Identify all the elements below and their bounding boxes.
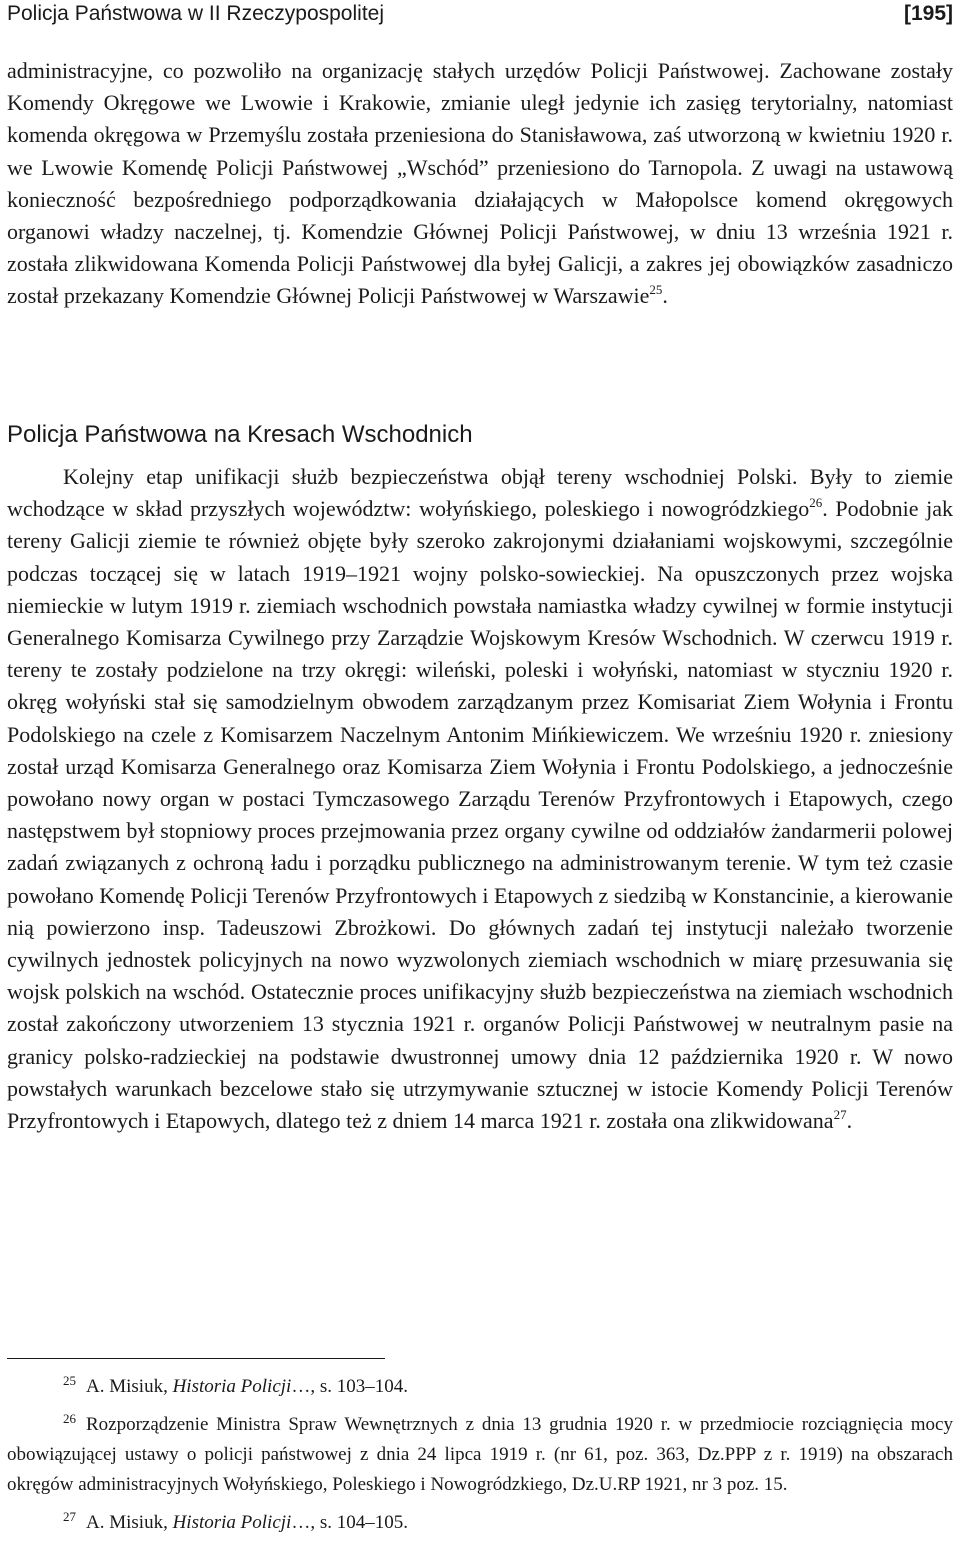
footnote-title: Historia Policji: [172, 1512, 292, 1533]
footnote-text: …, s. 103–104.: [291, 1376, 408, 1397]
footnote-text: A. Misiuk,: [86, 1512, 173, 1533]
book-title: Policja Państwowa w II Rzeczypospolitej: [7, 2, 384, 25]
paragraph-2-text-a: Kolejny etap unifikacji służb bezpieczeństwa objął tereny wschodniej Polski. Były to ziemie wchodzące w skład przyszłych województw: wołyńskiego, poleskiego i nowogródzkiego: [7, 464, 953, 522]
footnote-number: 25: [63, 1373, 76, 1388]
paragraph-2-end: .: [846, 1108, 853, 1134]
footnote-ref-26[interactable]: 26: [809, 495, 823, 511]
footnote-27: [7, 1508, 953, 1538]
footnote-text: Rozporządzenie Ministra Spraw Wewnętrznych z dnia 13 grudnia 1920 r. w przedmiocie rozciągnięcia mocy obowiązującej ustawy o policji państwowej z dnia 24 lipca 1919 r. (nr 61, poz. 363, Dz.PPP z r. 1919) na obszarach okręgów administracyjnych Wołyńskiego, Poleskiego i Nowogródzkiego, Dz.U.RP 1921, nr 3 poz. 15.: [7, 1414, 953, 1495]
document-page: [7, 0, 953, 1568]
footnote-text: A. Misiuk,: [86, 1376, 173, 1397]
footnote-divider: [7, 1358, 385, 1359]
footnote-26: [7, 1410, 953, 1500]
section-heading: Policja Państwowa na Kresach Wschodnich: [7, 421, 473, 448]
paragraph-2: [7, 461, 953, 1137]
paragraph-1: [7, 55, 953, 313]
footnote-title: Historia Policji: [172, 1376, 292, 1397]
footnote-25: [7, 1372, 953, 1402]
footnote-text: …, s. 104–105.: [291, 1512, 408, 1533]
running-header: [7, 0, 953, 28]
paragraph-1-text: administracyjne, co pozwoliło na organizację stałych urzędów Policji Państwowej. Zachowane zostały Komendy Okręgowe we Lwowie i Krakowie, zmianie uległ jedynie ich zasięg terytorialny, natomiast komenda okręgowa w Przemyślu została przeniesiona do Stanisławowa, zaś utworzoną w kwietniu 1920 r. we Lwowie Komendę Policji Państwowej „Wschód” przeniesiono do Tarnopola. Z uwagi na ustawową konieczność bezpośredniego podporządkowania działających w Małopolsce komend okręgowych organowi władzy naczelnej, tj. Komendzie Głównej Policji Państwowej, w dniu 13 września 1921 r. została zlikwidowana Komenda Policji Państwowej dla byłej Galicji, a zakres jej obowiązków zasadniczo został przekazany Komendzie Głównej Policji Państwowej w Warszawie: [7, 58, 953, 309]
page-number: [195]: [903, 2, 953, 25]
footnote-number: 27: [63, 1509, 76, 1524]
footnote-ref-25[interactable]: 25: [649, 282, 663, 298]
paragraph-1-end: .: [662, 283, 668, 309]
paragraph-2-text-b: . Podobnie jak tereny Galicji ziemie te również objęte były szeroko zakrojonymi działaniami wojskowymi, szczególnie podczas toczącej się w latach 1919–1921 wojny polsko-sowieckiej. Na opuszczonych przez wojska niemieckie w lutym 1919 r. ziemiach wschodnich powstała namiastka władzy cywilnej w formie instytucji Generalnego Komisarza Cywilnego przy Zarządzie Wojskowym Kresów Wschodnich. W czerwcu 1919 r. tereny te zostały podzielone na trzy okręgi: wileński, poleski i wołyński, natomiast w styczniu 1920 r. okręg wołyński stał się samodzielnym obwodem zarządzanym przez Komisariat Ziem Wołynia i Frontu Podolskiego na czele z Komisarzem Naczelnym Antonim Mińkiewiczem. We wrześniu 1920 r. zniesiony został urząd Komisarza Generalnego oraz Komisarza Ziem Wołynia i Frontu Podolskiego, a jednocześnie powołano nowy organ w postaci Tymczasowego Zarządu Terenów Przyfrontowych i Etapowych, czego następstwem był stopniowy proces przejmowania przez organy cywilne od oddziałów żandarmerii polowej zadań związanych z ochroną ładu i porządku publicznego na administrowanym terenie. W tym też czasie powołano Komendę Policji Terenów Przyfrontowych i Etapowych z siedzibą w Konstancinie, a kierowanie nią powierzono insp. Tadeuszowi Zbrożkowi. Do głównych zadań tej instytucji należało tworzenie cywilnych jednostek policyjnych na nowo wyzwolonych ziemiach wschodnich w miarę przesuwania się wojsk polskich na wschód. Ostatecznie proces unifikacyjny służb bezpieczeństwa na ziemiach wschodnich został zakończony utworzeniem 13 stycznia 1921 r. organów Policji Państwowej w neutralnym pasie na granicy polsko-radzieckiej na podstawie dwustronnej umowy dnia 12 października 1920 r. W nowo powstałych warunkach bezcelowe stało się utrzymywanie sztucznej w istocie Komendy Policji Terenów Przyfrontowych i Etapowych, dlatego też z dniem 14 marca 1921 r. została ona zlikwidowana: [7, 496, 953, 1134]
footnotes: [7, 1372, 953, 1546]
footnote-number: 26: [63, 1411, 76, 1426]
footnote-ref-27[interactable]: 27: [833, 1107, 847, 1123]
